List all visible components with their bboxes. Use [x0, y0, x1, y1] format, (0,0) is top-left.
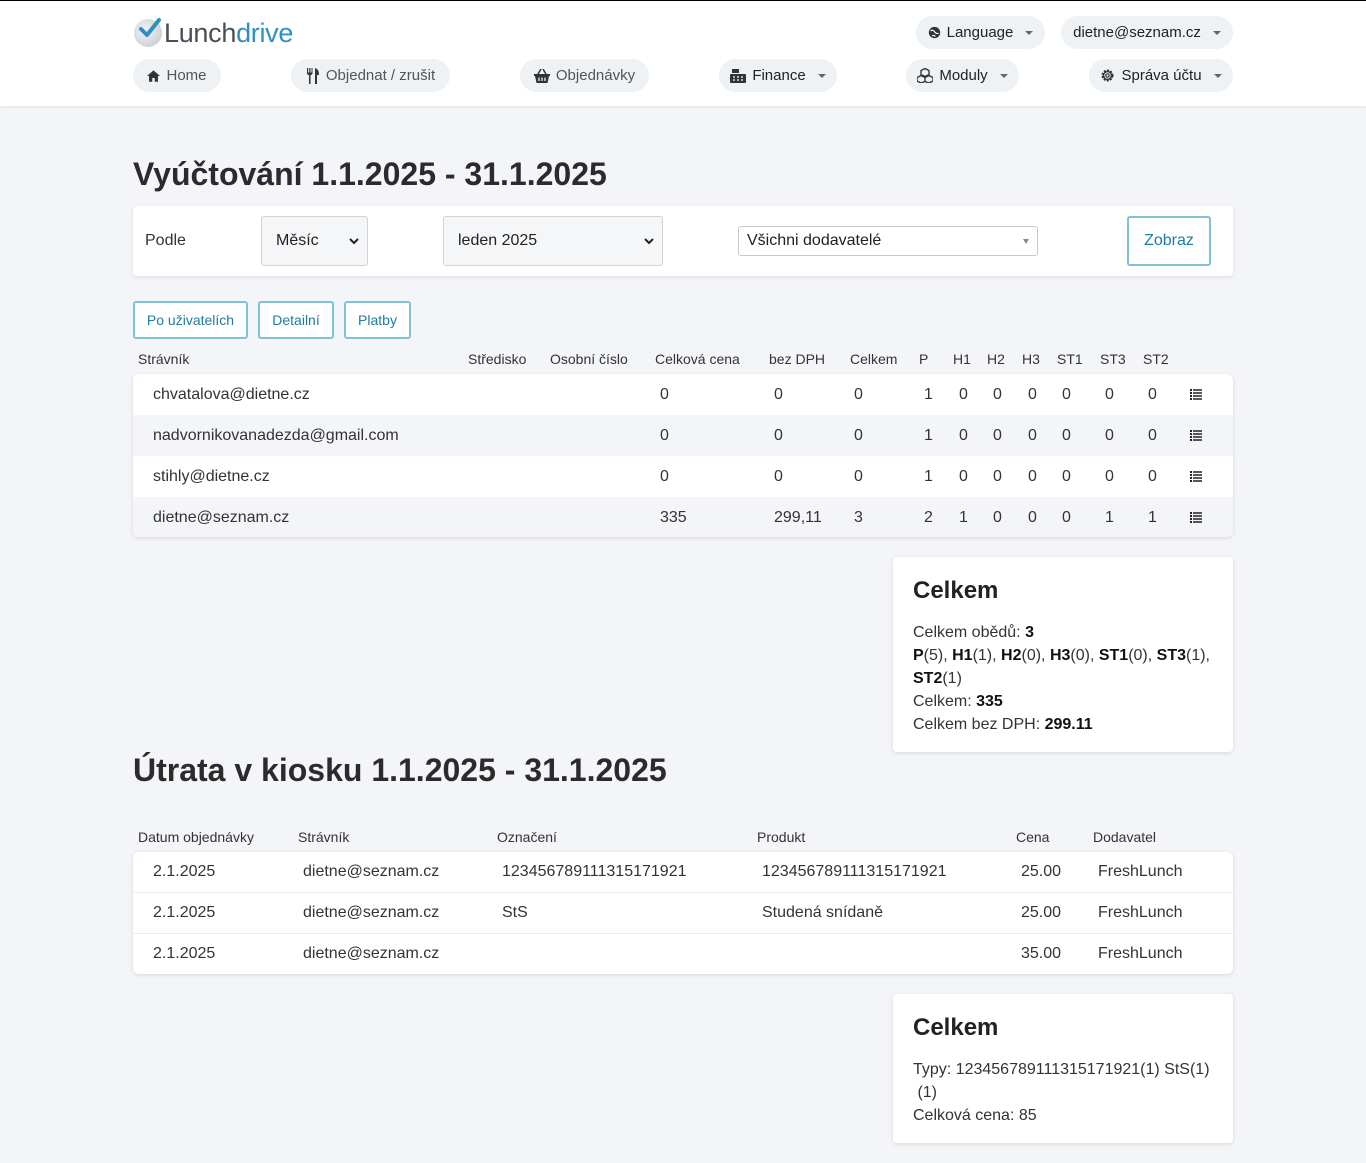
cell-total: 0	[854, 468, 863, 485]
cell-total-price: 335	[660, 509, 687, 526]
nav-modules-dropdown[interactable]	[906, 59, 1019, 92]
cell-no-vat: 0	[774, 427, 783, 444]
table-row[interactable]	[133, 892, 1233, 933]
col-product[interactable]: Produkt	[757, 829, 806, 845]
table-row[interactable]	[133, 456, 1233, 497]
table-row[interactable]	[133, 852, 1233, 892]
col-supplier[interactable]: Dodavatel	[1093, 829, 1157, 845]
brand-logo[interactable]	[134, 17, 293, 49]
cell-date: 2.1.2025	[153, 863, 216, 880]
cell-st3: 0	[1105, 468, 1114, 485]
payments-button[interactable]: Platby	[344, 301, 411, 339]
cell-p: 1	[924, 427, 933, 444]
cell-label: 123456789111315171921	[502, 863, 687, 880]
nav-home[interactable]	[133, 59, 221, 92]
col-st1[interactable]: ST1	[1057, 351, 1083, 367]
billing-table	[133, 374, 1233, 537]
summary-total-no-vat: Celkem bez DPH: 299.11	[913, 716, 1093, 733]
cell-p: 1	[924, 468, 933, 485]
col-h3[interactable]: H3	[1022, 351, 1040, 367]
cell-no-vat: 0	[774, 468, 783, 485]
detailed-button[interactable]: Detailní	[258, 301, 334, 339]
kiosk-table	[133, 852, 1233, 974]
cell-supplier: FreshLunch	[1098, 863, 1183, 880]
fork-knife-icon	[306, 68, 320, 84]
cell-h3: 0	[1028, 509, 1037, 526]
col-center[interactable]: Středisko	[468, 351, 527, 367]
cell-price: 25.00	[1021, 863, 1062, 880]
col-p[interactable]: P	[919, 351, 929, 367]
cell-date: 2.1.2025	[153, 945, 216, 962]
supplier-select[interactable]	[738, 226, 1038, 256]
nav-finance-dropdown[interactable]	[719, 59, 837, 92]
billing-title: Vyúčtování 1.1.2025 - 31.1.2025	[133, 156, 607, 192]
cell-st3: 0	[1105, 386, 1114, 403]
cell-h2: 0	[993, 386, 1002, 403]
kiosk-summary-card	[893, 994, 1233, 1143]
kiosk-summary-title: Celkem	[913, 1014, 999, 1041]
table-row[interactable]	[133, 497, 1233, 537]
cell-st1: 0	[1062, 386, 1071, 403]
list-detail-icon[interactable]	[1190, 470, 1202, 482]
col-h2[interactable]: H2	[987, 351, 1005, 367]
cell-st1: 0	[1062, 427, 1071, 444]
cell-h3: 0	[1028, 468, 1037, 485]
period-select[interactable]	[261, 216, 368, 266]
checkmark-logo-icon	[134, 19, 162, 47]
col-order-date[interactable]: Datum objednávky	[138, 829, 254, 845]
cell-st2: 0	[1148, 468, 1157, 485]
cell-price: 25.00	[1021, 904, 1062, 921]
language-dropdown[interactable]	[916, 16, 1045, 49]
nav-order-label: Objednat / zrušit	[325, 67, 436, 84]
user-email: dietne@seznam.cz	[1073, 24, 1201, 41]
summary-lunches: Celkem obědů: 3	[913, 624, 1034, 641]
cell-h2: 0	[993, 427, 1002, 444]
top-navbar	[0, 0, 1366, 106]
summary-total: Celkem: 335	[913, 693, 1003, 710]
caret-down-icon	[1025, 31, 1033, 35]
brand-name: Lunchdrive	[164, 17, 294, 48]
cell-diner: stihly@dietne.cz	[153, 468, 270, 485]
nav-order-cancel[interactable]	[291, 59, 450, 92]
basket-icon	[534, 69, 550, 83]
cell-h3: 0	[1028, 427, 1037, 444]
col-total-price[interactable]: Celková cena	[655, 351, 740, 367]
nav-orders-label: Objednávky	[555, 67, 636, 84]
home-icon	[147, 70, 160, 82]
cell-h1: 0	[959, 427, 968, 444]
supplier-select-value: Všichni dodavatelé	[747, 232, 882, 249]
cell-label: StS	[502, 904, 528, 921]
cell-h2: 0	[993, 509, 1002, 526]
cubes-icon	[917, 68, 933, 83]
billing-filter-card	[133, 206, 1233, 276]
nav-home-label: Home	[166, 67, 207, 84]
nav-modules-label: Moduly	[939, 67, 988, 84]
cell-h1: 1	[959, 509, 968, 526]
kiosk-summary-total-price: Celková cena: 85	[913, 1107, 1037, 1124]
cell-diner: dietne@seznam.cz	[303, 904, 440, 921]
language-label: Language	[946, 24, 1014, 41]
cell-h2: 0	[993, 468, 1002, 485]
col-personal-no[interactable]: Osobní číslo	[550, 351, 628, 367]
list-detail-icon[interactable]	[1190, 511, 1202, 523]
chevron-down-icon	[349, 237, 359, 245]
cell-date: 2.1.2025	[153, 904, 216, 921]
month-select-value: leden 2025	[458, 232, 538, 249]
cell-total: 0	[854, 427, 863, 444]
cell-total-price: 0	[660, 386, 669, 403]
by-users-button[interactable]: Po uživatelích	[133, 301, 248, 339]
cell-h3: 0	[1028, 386, 1037, 403]
show-button[interactable]: Zobraz	[1127, 216, 1211, 266]
list-detail-icon[interactable]	[1190, 388, 1202, 400]
col-st3[interactable]: ST3	[1100, 351, 1126, 367]
nav-orders[interactable]	[520, 59, 649, 92]
cell-st3: 1	[1105, 509, 1114, 526]
cash-register-icon	[730, 69, 746, 83]
cell-st1: 0	[1062, 509, 1071, 526]
kiosk-title: Útrata v kiosku 1.1.2025 - 31.1.2025	[133, 752, 667, 788]
cell-diner: dietne@seznam.cz	[303, 863, 440, 880]
col-diner[interactable]: Strávník	[298, 829, 350, 845]
list-detail-icon[interactable]	[1190, 429, 1202, 441]
col-st2[interactable]: ST2	[1143, 351, 1169, 367]
cell-st1: 0	[1062, 468, 1071, 485]
cell-diner: chvatalova@dietne.cz	[153, 386, 310, 403]
cell-supplier: FreshLunch	[1098, 945, 1183, 962]
cell-total: 0	[854, 386, 863, 403]
cell-no-vat: 299,11	[774, 509, 822, 526]
kiosk-summary-types: Typy: 123456789111315171921(1) StS(1) (1)	[913, 1061, 1210, 1101]
nav-account-label: Správa účtu	[1121, 67, 1202, 84]
col-diner[interactable]: Strávník	[138, 351, 190, 367]
cell-st2: 0	[1148, 386, 1157, 403]
cell-st2: 1	[1148, 509, 1157, 526]
cell-no-vat: 0	[774, 386, 783, 403]
cell-price: 35.00	[1021, 945, 1062, 962]
cell-product: 123456789111315171921	[762, 863, 947, 880]
nav-finance-label: Finance	[752, 67, 806, 84]
billing-summary-card	[893, 557, 1233, 752]
user-dropdown[interactable]	[1061, 16, 1233, 49]
cell-p: 1	[924, 386, 933, 403]
summary-type-breakdown: P(5), H1(1), H2(0), H3(0), ST1(0), ST3(1), ST2(1)	[913, 647, 1210, 687]
cell-total: 3	[854, 509, 863, 526]
month-select[interactable]	[443, 216, 663, 266]
caret-down-icon	[1000, 74, 1008, 78]
caret-down-icon	[1214, 74, 1222, 78]
col-total[interactable]: Celkem	[850, 351, 898, 367]
col-price[interactable]: Cena	[1016, 829, 1050, 845]
caret-down-icon	[1023, 239, 1029, 244]
gear-icon	[1100, 68, 1115, 83]
cell-supplier: FreshLunch	[1098, 904, 1183, 921]
caret-down-icon	[1213, 31, 1221, 35]
col-no-vat[interactable]: bez DPH	[769, 351, 826, 367]
cell-h1: 0	[959, 386, 968, 403]
cell-product: Studená snídaně	[762, 904, 883, 921]
cell-p: 2	[924, 509, 933, 526]
col-h1[interactable]: H1	[953, 351, 971, 367]
chevron-down-icon	[644, 237, 654, 245]
cell-total-price: 0	[660, 427, 669, 444]
cell-diner: dietne@seznam.cz	[303, 945, 440, 962]
cell-total-price: 0	[660, 468, 669, 485]
globe-icon	[928, 26, 941, 39]
table-row[interactable]	[133, 415, 1233, 456]
table-row[interactable]	[133, 933, 1233, 974]
table-row[interactable]	[133, 374, 1233, 415]
filter-by-label: Podle	[145, 232, 186, 249]
nav-account-dropdown[interactable]	[1089, 59, 1233, 92]
cell-st3: 0	[1105, 427, 1114, 444]
period-select-value: Měsíc	[276, 232, 319, 249]
cell-st2: 0	[1148, 427, 1157, 444]
cell-diner: nadvornikovanadezda@gmail.com	[153, 427, 399, 444]
caret-down-icon	[818, 74, 826, 78]
col-label[interactable]: Označení	[497, 829, 557, 845]
summary-title: Celkem	[913, 577, 999, 604]
cell-diner: dietne@seznam.cz	[153, 509, 290, 526]
cell-h1: 0	[959, 468, 968, 485]
